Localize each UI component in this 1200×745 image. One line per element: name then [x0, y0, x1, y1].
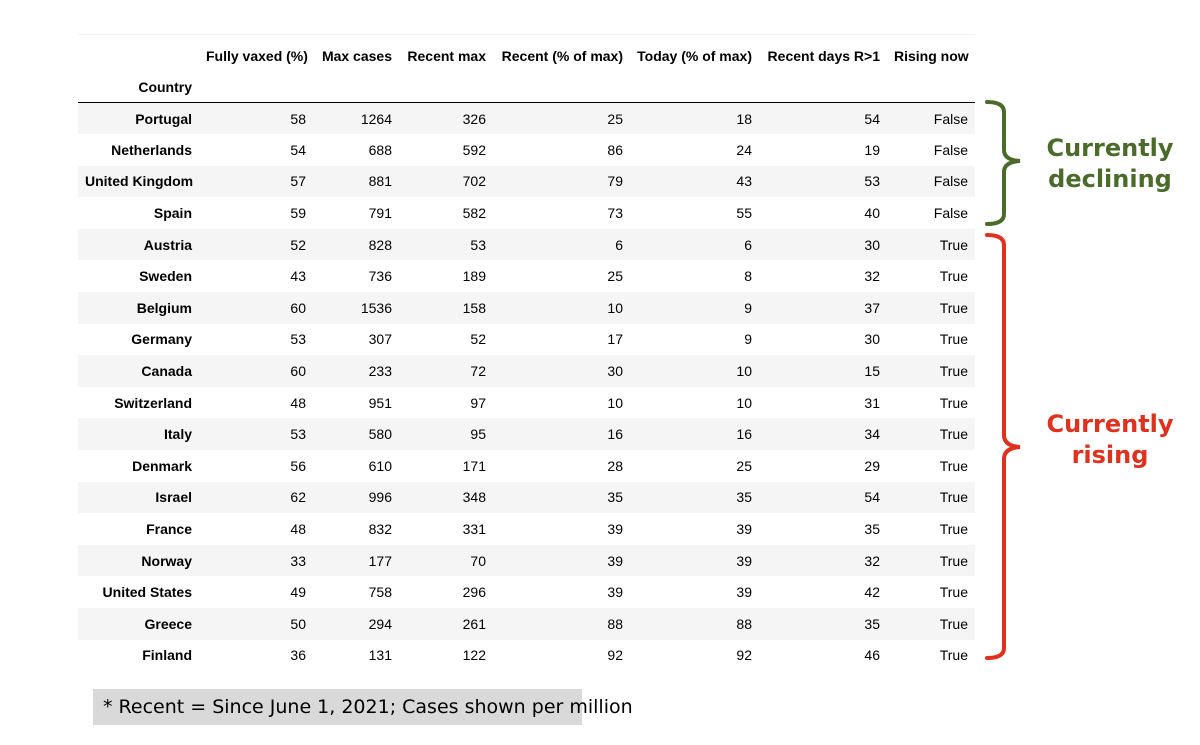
value-cell: 36 — [290, 647, 306, 664]
value-cell: 177 — [368, 552, 392, 569]
country-cell: Italy — [163, 426, 192, 443]
value-cell: 171 — [462, 457, 486, 474]
value-cell: 54 — [864, 110, 880, 127]
value-cell: 53 — [290, 426, 306, 443]
value-cell: 24 — [736, 141, 752, 158]
table-row — [78, 103, 975, 135]
value-cell: 30 — [864, 236, 880, 253]
value-cell: 702 — [462, 173, 486, 190]
value-cell: 58 — [290, 110, 306, 127]
value-cell: 30 — [607, 363, 623, 380]
country-cell: Canada — [141, 363, 192, 380]
value-cell: 57 — [290, 173, 306, 190]
value-cell: 1536 — [360, 299, 392, 316]
table-row — [78, 355, 975, 387]
value-cell: 50 — [290, 615, 306, 632]
value-cell: 53 — [290, 331, 306, 348]
value-cell: 6 — [744, 236, 752, 253]
value-cell: 52 — [290, 236, 306, 253]
value-cell: True — [939, 426, 968, 443]
column-header: Fully vaxed (%) — [206, 47, 308, 64]
table-top-rule — [78, 34, 975, 35]
value-cell: 39 — [607, 552, 623, 569]
country-cell: United States — [102, 584, 192, 601]
value-cell: 610 — [368, 457, 392, 474]
table-row — [78, 229, 975, 261]
value-cell: 19 — [864, 141, 880, 158]
footnote: * Recent = Since June 1, 2021; Cases shown per million — [93, 689, 582, 725]
value-cell: 43 — [736, 173, 752, 190]
value-cell: 6 — [615, 236, 623, 253]
column-header: Recent (% of max) — [501, 47, 623, 64]
value-cell: True — [939, 489, 968, 506]
value-cell: 56 — [290, 457, 306, 474]
value-cell: 88 — [736, 615, 752, 632]
value-cell: 88 — [607, 615, 623, 632]
declining-annotation — [1040, 133, 1180, 195]
value-cell: 996 — [368, 489, 392, 506]
value-cell: 72 — [470, 363, 486, 380]
value-cell: 18 — [736, 110, 752, 127]
value-cell: 39 — [736, 584, 752, 601]
value-cell: 39 — [736, 521, 752, 538]
value-cell: 261 — [462, 615, 486, 632]
value-cell: 39 — [607, 521, 623, 538]
value-cell: 25 — [736, 457, 752, 474]
value-cell: True — [939, 236, 968, 253]
value-cell: 37 — [864, 299, 880, 316]
value-cell: 348 — [462, 489, 486, 506]
value-cell: 70 — [470, 552, 486, 569]
rising-bracket-path — [987, 235, 1020, 658]
value-cell: True — [939, 363, 968, 380]
value-cell: 60 — [290, 363, 306, 380]
value-cell: 62 — [290, 489, 306, 506]
value-cell: 16 — [736, 426, 752, 443]
value-cell: 48 — [290, 521, 306, 538]
value-cell: 158 — [462, 299, 486, 316]
index-header-country: Country — [78, 71, 199, 103]
value-cell: 40 — [864, 205, 880, 222]
value-cell: 39 — [607, 584, 623, 601]
value-cell: True — [939, 299, 968, 316]
value-cell: 294 — [368, 615, 392, 632]
value-cell: 79 — [607, 173, 623, 190]
value-cell: 33 — [290, 552, 306, 569]
value-cell: 53 — [470, 236, 486, 253]
column-header-row — [78, 40, 975, 71]
value-cell: False — [933, 205, 968, 222]
value-cell: 951 — [368, 394, 392, 411]
column-header: Rising now — [894, 47, 969, 64]
declining-label-line1: Currently — [1046, 134, 1174, 162]
value-cell: 25 — [607, 110, 623, 127]
table-row — [78, 640, 975, 672]
value-cell: 16 — [607, 426, 623, 443]
vaccination-cases-table — [78, 40, 975, 671]
declining-label-line2: declining — [1048, 165, 1172, 193]
table-row — [78, 324, 975, 356]
country-cell: Norway — [141, 552, 192, 569]
value-cell: 60 — [290, 299, 306, 316]
table-row — [78, 576, 975, 608]
table-row — [78, 260, 975, 292]
table-row — [78, 387, 975, 419]
country-cell: United Kingdom — [85, 173, 194, 190]
value-cell: 86 — [607, 141, 623, 158]
value-cell: 9 — [744, 299, 752, 316]
table-row — [78, 418, 975, 450]
value-cell: True — [939, 457, 968, 474]
value-cell: 131 — [368, 647, 392, 664]
value-cell: 8 — [744, 268, 752, 285]
table-row — [78, 134, 975, 166]
value-cell: 15 — [864, 363, 880, 380]
value-cell: 34 — [864, 426, 880, 443]
value-cell: 25 — [607, 268, 623, 285]
value-cell: 73 — [607, 205, 623, 222]
column-header: Today (% of max) — [637, 47, 752, 64]
country-cell: Denmark — [132, 457, 192, 474]
country-cell: Switzerland — [114, 394, 192, 411]
country-cell: Portugal — [135, 110, 192, 127]
value-cell: 55 — [736, 205, 752, 222]
value-cell: 92 — [736, 647, 752, 664]
table-row — [78, 450, 975, 482]
table-body — [78, 103, 975, 672]
value-cell: 10 — [607, 299, 623, 316]
value-cell: 1264 — [360, 110, 392, 127]
country-cell: Finland — [142, 647, 192, 664]
value-cell: 331 — [462, 521, 486, 538]
value-cell: 582 — [462, 205, 486, 222]
value-cell: 189 — [462, 268, 486, 285]
table-row — [78, 608, 975, 640]
value-cell: 30 — [864, 331, 880, 348]
value-cell: 97 — [470, 394, 486, 411]
declining-bracket — [987, 100, 1037, 228]
value-cell: False — [933, 141, 968, 158]
value-cell: 10 — [736, 394, 752, 411]
value-cell: 39 — [736, 552, 752, 569]
country-cell: Greece — [144, 615, 192, 632]
value-cell: 46 — [864, 647, 880, 664]
value-cell: 791 — [368, 205, 392, 222]
table-row — [78, 166, 975, 198]
value-cell: 832 — [368, 521, 392, 538]
value-cell: 32 — [864, 552, 880, 569]
country-cell: Spain — [153, 205, 192, 222]
value-cell: 736 — [368, 268, 392, 285]
declining-bracket-path — [987, 102, 1020, 224]
rising-bracket — [987, 230, 1037, 665]
value-cell: 9 — [744, 331, 752, 348]
rising-label-line2: rising — [1071, 441, 1149, 469]
value-cell: 43 — [290, 268, 306, 285]
value-cell: 48 — [290, 394, 306, 411]
rising-annotation — [1040, 409, 1180, 471]
value-cell: True — [939, 584, 968, 601]
country-cell: Germany — [131, 331, 192, 348]
country-cell: France — [146, 521, 192, 538]
column-header: Recent max — [407, 47, 486, 64]
value-cell: 35 — [736, 489, 752, 506]
value-cell: 28 — [607, 457, 623, 474]
value-cell: True — [939, 268, 968, 285]
value-cell: 42 — [864, 584, 880, 601]
value-cell: 92 — [607, 647, 623, 664]
value-cell: 31 — [864, 394, 880, 411]
value-cell: 95 — [470, 426, 486, 443]
value-cell: 32 — [864, 268, 880, 285]
index-header-row — [78, 71, 975, 103]
value-cell: 580 — [368, 426, 392, 443]
table-row — [78, 545, 975, 577]
value-cell: True — [939, 394, 968, 411]
value-cell: 17 — [607, 331, 623, 348]
value-cell: True — [939, 615, 968, 632]
value-cell: 54 — [864, 489, 880, 506]
column-header: Max cases — [321, 47, 392, 64]
value-cell: 592 — [462, 141, 486, 158]
value-cell: True — [939, 647, 968, 664]
value-cell: 326 — [462, 110, 486, 127]
value-cell: True — [939, 552, 968, 569]
value-cell: 828 — [368, 236, 392, 253]
value-cell: 881 — [368, 173, 392, 190]
value-cell: 122 — [462, 647, 486, 664]
table-row — [78, 292, 975, 324]
country-cell: Netherlands — [111, 141, 192, 158]
value-cell: 54 — [290, 141, 306, 158]
value-cell: 52 — [470, 331, 486, 348]
value-cell: 307 — [368, 331, 392, 348]
value-cell: 35 — [864, 615, 880, 632]
table-row — [78, 197, 975, 229]
value-cell: 29 — [864, 457, 880, 474]
value-cell: 49 — [290, 584, 306, 601]
country-cell: Austria — [143, 236, 192, 253]
country-cell: Israel — [155, 489, 192, 506]
value-cell: 10 — [607, 394, 623, 411]
table-row — [78, 513, 975, 545]
value-cell: True — [939, 331, 968, 348]
column-header: Recent days R>1 — [767, 47, 880, 64]
header-corner-cell — [78, 40, 199, 71]
table-row — [78, 482, 975, 514]
value-cell: 53 — [864, 173, 880, 190]
value-cell: 758 — [368, 584, 392, 601]
value-cell: 688 — [368, 141, 392, 158]
value-cell: False — [933, 110, 968, 127]
value-cell: 35 — [864, 521, 880, 538]
value-cell: 296 — [462, 584, 486, 601]
value-cell: False — [933, 173, 968, 190]
value-cell: 59 — [290, 205, 306, 222]
country-cell: Sweden — [139, 268, 192, 285]
value-cell: 35 — [607, 489, 623, 506]
rising-label-line1: Currently — [1046, 410, 1174, 438]
value-cell: True — [939, 521, 968, 538]
value-cell: 233 — [368, 363, 392, 380]
country-cell: Belgium — [136, 299, 192, 316]
value-cell: 10 — [736, 363, 752, 380]
